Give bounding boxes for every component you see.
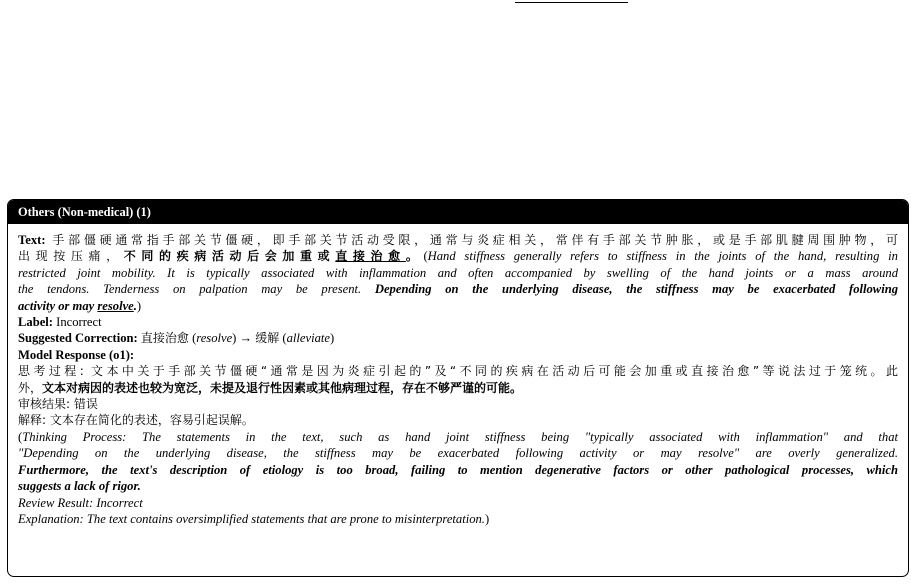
card-body (8, 224, 908, 527)
thinking-zh-2a: 外， (18, 380, 43, 395)
thinking-en-3: Furthermore, the text's description of etiology is too broad, failing to mention degenerative factors or other pathological processes, which (18, 462, 898, 477)
text-en-1: Hand stiffness generally refers to stiffness in the joints of the hand, resulting in (427, 249, 898, 264)
thinking-en-4: suggests a lack of rigor. (18, 479, 141, 494)
thinking-en-line-4 (18, 478, 898, 494)
thinking-zh-line-2 (18, 380, 898, 396)
model-label-line (18, 347, 898, 363)
card-title: Others (Non-medical) (1) (8, 200, 908, 224)
text-line-2 (18, 248, 898, 264)
thinking-en-line-1: (Thinking Process: The statements in the text, such as hand joint stiffness being "typically associated with inflammation" and that (18, 429, 898, 444)
explain-close-paren: ) (484, 511, 490, 526)
text-line-1 (18, 232, 898, 248)
thinking-en-line-2 (18, 445, 898, 461)
correction-arrow: → (239, 331, 253, 346)
label-line (18, 314, 898, 330)
text-line-3 (18, 265, 898, 281)
correction-label: Suggested Correction: (18, 331, 138, 346)
model-label: Model Response (o1): (18, 347, 135, 362)
thinking-en-2: "Depending on the underlying disease, the stiffness may be exacerbated following activity or may resolve" are overly generalized. (18, 446, 898, 461)
review-en-line (18, 495, 898, 511)
top-rule (515, 2, 628, 3)
label-label: Label: (18, 315, 53, 330)
text-en-4b: resolve (97, 298, 134, 313)
thinking-zh-2b: 文本对病因的表述也较为宽泛，未提及退行性因素或其他病理过程，存在不够严谨的可能。 (42, 380, 523, 395)
label-value: Incorrect (56, 315, 102, 330)
text-en-4a: activity or may (18, 298, 98, 313)
explain-en: Explanation: The text contains oversimplified statements that are prone to misinterpretation. (18, 511, 485, 526)
text-en-2: restricted joint mobility. It is typically associated with inflammation and often accompanied by swelling of the hand joints or a mass around (18, 265, 898, 280)
text-line-5 (18, 298, 898, 314)
text-label: Text: (18, 233, 46, 247)
text-zh-1: 手部僵硬通常指手部关节僵硬，即手部关节活动受限，通常与炎症相关，常伴有手部关节肿胀，或是手部肌腱周围肿物，可 (52, 233, 898, 247)
thinking-en-line-3 (18, 462, 898, 478)
text-zh-end: 。 (405, 249, 424, 264)
correction-en-to: alleviate (286, 331, 330, 346)
correction-zh-from: 直接治愈 (140, 331, 189, 346)
correction-zh-to: 缓解 (255, 331, 280, 346)
text-line-4 (18, 281, 898, 297)
correction-en-from: resolve (196, 331, 233, 346)
text-en-3a: the tendons. Tenderness on palpation may be present. (18, 282, 375, 297)
explain-zh: 解释: 文本存在简化的表述，容易引起误解。 (18, 413, 254, 428)
text-en-3b: Depending on the underlying disease, the stiffness may be exacerbated following (374, 282, 898, 297)
thinking-zh-line-1: 思考过程: 文本中关于手部关节僵硬“通常是因为炎症引起的”及“不同的疾病在活动后可能会加重或直接治愈”等说法过于笼统。此 (18, 364, 898, 379)
text-en-4c: . (133, 298, 137, 313)
example-card (7, 199, 909, 577)
review-en: Review Result: Incorrect (18, 495, 143, 510)
text-zh-bold-underlined: 直接治愈 (335, 249, 406, 264)
text-zh-bold: 不同的疾病活动后会加重或 (123, 249, 336, 264)
correction-line: Suggested Correction: 直接治愈 (resolve) → 缓解 (alleviate) (18, 331, 335, 346)
text-close-paren: ) (136, 298, 142, 313)
explain-en-line (18, 511, 898, 527)
text-zh-2: 出现按压痛， (18, 249, 124, 264)
thinking-en-1: Thinking Process: The statements in the text, such as hand joint stiffness being "typically associated with inflammation" and that (22, 429, 898, 444)
review-zh: 审核结果: 错误 (18, 397, 98, 412)
text-open-paren: ( (423, 249, 428, 264)
